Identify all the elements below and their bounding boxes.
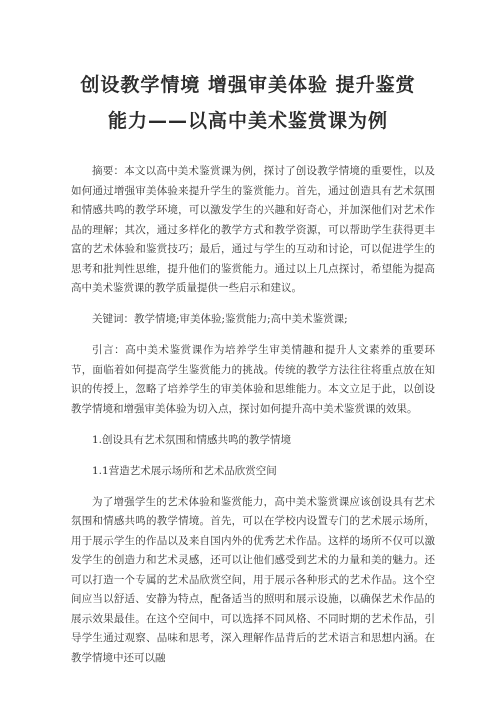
- introduction-paragraph: 引言：高中美术鉴赏课作为培养学生审美情趣和提升人文素养的重要环节，面临着如何提高学生鉴赏能力的挑战。传统的教学方法往往将重点放在知识的传授上，忽略了培养学生的审美体验和思维能力。本文立足于此，以创设教学情境和增强审美体验为切入点，探讨如何提升高中美术鉴赏课的效果。: [71, 344, 435, 415]
- paper-title-line-2: 能力——以高中美术鉴赏课为例: [107, 110, 388, 132]
- paper-body: [71, 162, 435, 680]
- keywords-paragraph: 关键词：教学情境;审美体验;鉴赏能力;高中美术鉴赏课;: [92, 313, 348, 325]
- paper-title-line-1: 创设教学情境 增强审美体验 提升鉴赏: [80, 74, 416, 96]
- body-paragraph-1: 为了增强学生的艺术体验和鉴赏能力，高中美术鉴赏课应该创设具有艺术氛围和情感共鸣的教学情境。首先，可以在学校内设置专门的艺术展示场所，用于展示学生的作品以及来自国内外的优秀艺术作品。这样的场所不仅可以激发学生的创造力和艺术灵感，还可以让他们感受到艺术的力量和美的魅力。还可以打造一个专属的艺术品欣赏空间，用于展示各种形式的艺术作品。这个空间应当以舒适、安静为特点，配备适当的照明和展示设施，以确保艺术作品的展示效果最佳。在这个空间中，可以选择不同风格、不同时期的艺术作品，引导学生通过观察、品味和思考，深入理解作品背后的艺术语言和思想内涵。在教学情境中还可以融: [71, 495, 435, 664]
- abstract-paragraph: 摘要：本文以高中美术鉴赏课为例，探讨了创设教学情境的重要性，以及如何通过增强审美体验来提升学生的鉴赏能力。首先，通过创造具有艺术氛围和情感共鸣的教学环境，可以激发学生的兴趣和好奇心，并加深他们对艺术作品的理解；其次，通过多样化的教学方式和教学资源，可以帮助学生获得更丰富的艺术体验和鉴赏技巧；最后，通过与学生的互动和讨论，可以促进学生的思考和批判性思维，提升他们的鉴赏能力。通过以上几点探讨，希望能为提高高中美术鉴赏课的教学质量提供一些启示和建议。: [71, 165, 435, 294]
- section-heading-1-1: 1.1营造艺术展示场所和艺术品欣赏空间: [92, 464, 277, 477]
- section-heading-1: 1.创设具有艺术氛围和情感共鸣的教学情境: [92, 433, 292, 446]
